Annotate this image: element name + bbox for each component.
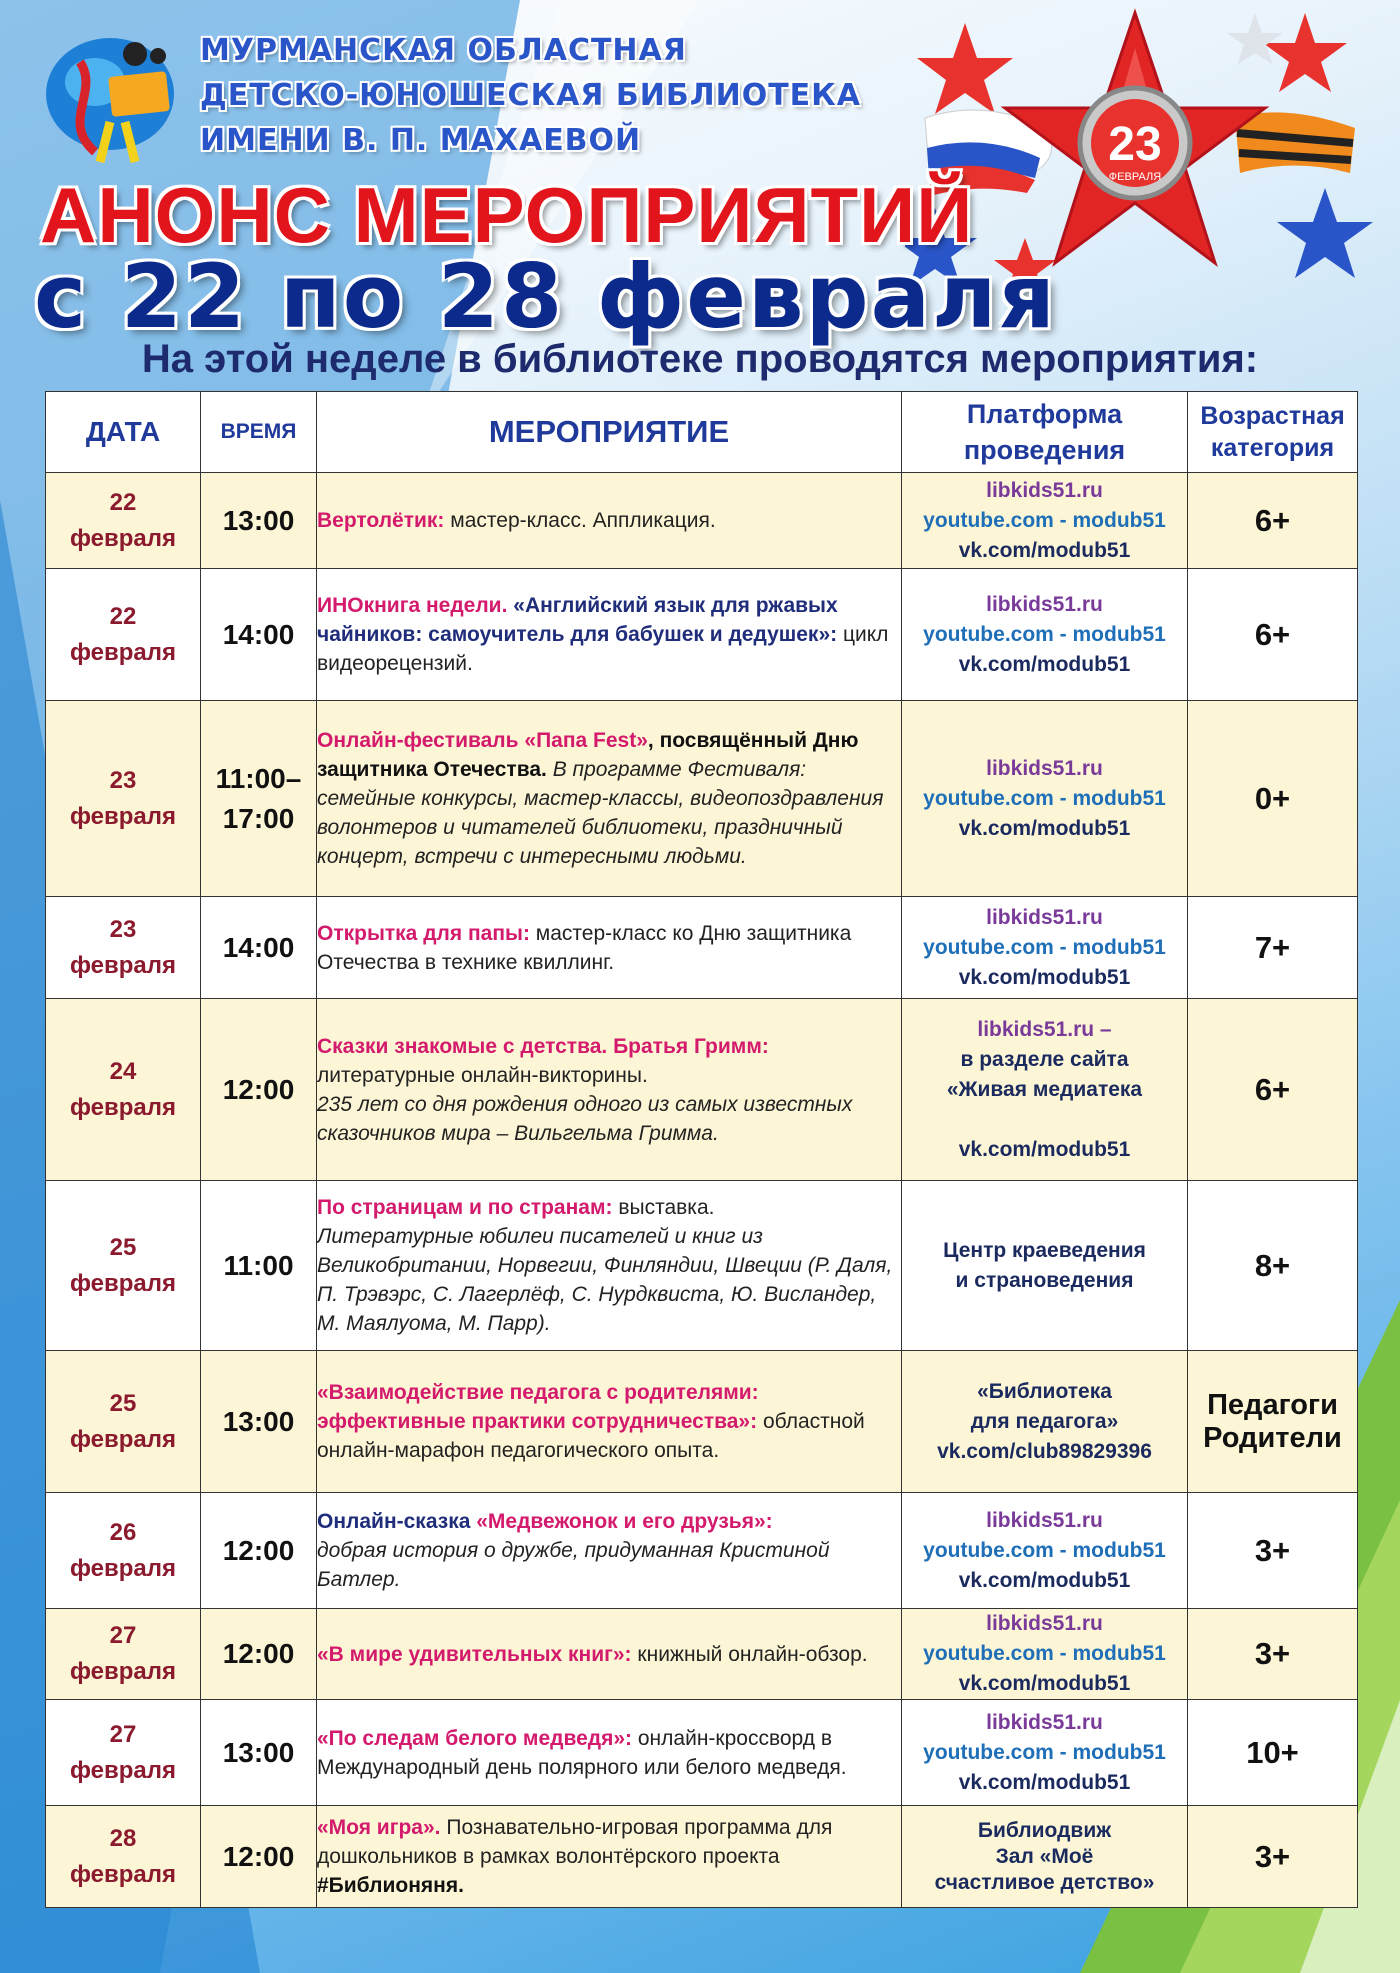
table-row <box>46 1806 1358 1908</box>
event-time: 11:00 <box>201 1181 317 1351</box>
age-category: 3+ <box>1188 1806 1358 1908</box>
age-category: 10+ <box>1188 1700 1358 1806</box>
event-date: 25 февраля <box>46 1351 201 1493</box>
table-row <box>46 897 1358 999</box>
table-row <box>46 473 1358 569</box>
event-time: 11:00–17:00 <box>201 701 317 897</box>
event-date: 27 февраля <box>46 1700 201 1806</box>
vk-link[interactable]: vk.com/modub51 <box>958 816 1131 840</box>
event-description: Онлайн-сказка «Медвежонок и его друзья»: добрая история о дружбе, придуманная Кристиной Батлер. <box>317 1493 902 1609</box>
libkids-link[interactable]: libkids51.ru <box>986 1508 1103 1532</box>
event-date: 22 февраля <box>46 569 201 701</box>
event-date: 26 февраля <box>46 1493 201 1609</box>
events-table <box>45 391 1358 1908</box>
libkids-link[interactable]: libkids51.ru <box>986 592 1103 616</box>
event-description: «В мире удивительных книг»: книжный онлайн-обзор. <box>317 1609 902 1700</box>
event-time: 13:00 <box>201 1700 317 1806</box>
event-time: 13:00 <box>201 473 317 569</box>
library-name-line-3: ИМЕНИ В. П. МАХАЕВОЙ <box>200 123 642 158</box>
event-date: 23 февраля <box>46 897 201 999</box>
event-description: По страницам и по странам: выставка. Литературные юбилеи писателей и книг из Великобритании, Норвегии, Финляндии, Швеции (Р. Даля, П. Трэвэрс, С. Лагерлёф, С. Нурдквиста, Ю. Висландер, М. Маялуома, М. Парр). <box>317 1181 902 1351</box>
age-category: 7+ <box>1188 897 1358 999</box>
event-time: 12:00 <box>201 1493 317 1609</box>
col-event: МЕРОПРИЯТИЕ <box>317 392 902 473</box>
table-header <box>46 392 1358 473</box>
col-platform: Платформа проведения <box>902 392 1188 473</box>
library-name-line-2: ДЕТСКО-ЮНОШЕСКАЯ БИБЛИОТЕКА <box>200 78 861 113</box>
table-row <box>46 701 1358 897</box>
event-time: 14:00 <box>201 897 317 999</box>
event-platform <box>902 1700 1188 1806</box>
library-logo <box>40 22 190 172</box>
vk-link[interactable]: vk.com/modub51 <box>958 965 1131 989</box>
event-platform: libkids51.ru – в разделе сайта «Живая медиатека vk.com/modub51 <box>902 999 1188 1181</box>
event-date: 24 февраля <box>46 999 201 1181</box>
table-row <box>46 1493 1358 1609</box>
youtube-link[interactable]: youtube.com - modub51 <box>923 786 1166 810</box>
libkids-link[interactable]: libkids51.ru <box>986 905 1103 929</box>
event-time: 13:00 <box>201 1351 317 1493</box>
event-description: Открытка для папы: мастер-класс ко Дню защитника Отечества в технике квиллинг. <box>317 897 902 999</box>
age-category: 3+ <box>1188 1609 1358 1700</box>
event-platform <box>902 473 1188 569</box>
libkids-link[interactable]: libkids51.ru <box>986 756 1103 780</box>
table-row <box>46 1609 1358 1700</box>
youtube-link[interactable]: youtube.com - modub51 <box>923 1740 1166 1764</box>
libkids-link[interactable]: libkids51.ru <box>986 478 1103 502</box>
library-name <box>200 28 861 163</box>
table-row <box>46 1181 1358 1351</box>
event-time: 12:00 <box>201 999 317 1181</box>
event-platform <box>902 701 1188 897</box>
event-time: 12:00 <box>201 1609 317 1700</box>
libkids-link[interactable]: libkids51.ru <box>986 1710 1103 1734</box>
vk-link[interactable]: vk.com/modub51 <box>958 1672 1131 1695</box>
age-category: 0+ <box>1188 701 1358 897</box>
announcement-title: АНОНС МЕРОПРИЯТИЙ <box>40 171 974 259</box>
event-description: Онлайн-фестиваль «Папа Fest», посвящённый Дню защитника Отечества. В программе Фестиваля: семейные конкурсы, мастер-классы, видеопоздравления волонтеров и читателей библиотеки, праздничный концерт, встречи с интересными людьми. <box>317 701 902 897</box>
vk-link[interactable]: vk.com/modub51 <box>958 1137 1131 1161</box>
emblem-month: ФЕВРАЛЯ <box>1108 171 1162 183</box>
event-description: «Взаимодействие педагога с родителями: эффективные практики сотрудничества»: областной онлайн-марафон педагогического опыта. <box>317 1351 902 1493</box>
event-platform: Центр краеведения и страноведения <box>902 1181 1188 1351</box>
table-row <box>46 1700 1358 1806</box>
age-category: 6+ <box>1188 569 1358 701</box>
event-date: 23 февраля <box>46 701 201 897</box>
age-category: 6+ <box>1188 473 1358 569</box>
library-name-line-1: МУРМАНСКАЯ ОБЛАСТНАЯ <box>200 33 687 68</box>
table-row <box>46 569 1358 701</box>
vk-link[interactable]: vk.com/modub51 <box>958 538 1131 562</box>
age-category: 8+ <box>1188 1181 1358 1351</box>
event-description: Сказки знакомые с детства. Братья Гримм: литературные онлайн-викторины. 235 лет со дня рождения одного из самых известных сказочников мира – Вильгельма Гримма. <box>317 999 902 1181</box>
event-time: 12:00 <box>201 1806 317 1908</box>
event-description: «Моя игра». Познавательно-игровая программа для дошкольников в рамках волонтёрского проекта #Библионяня. <box>317 1806 902 1908</box>
event-platform <box>902 1493 1188 1609</box>
event-description: Вертолётик: мастер-класс. Аппликация. <box>317 473 902 569</box>
youtube-link[interactable]: youtube.com - modub51 <box>923 508 1166 532</box>
vk-link[interactable]: vk.com/modub51 <box>958 1770 1131 1794</box>
col-age: Возрастная категория <box>1188 392 1358 473</box>
age-category: 3+ <box>1188 1493 1358 1609</box>
event-date: 25 февраля <box>46 1181 201 1351</box>
event-description: «По следам белого медведя»: онлайн-кроссворд в Международный день полярного или белого медведя. <box>317 1700 902 1806</box>
event-date: 22 февраля <box>46 473 201 569</box>
table-row <box>46 999 1358 1181</box>
event-platform: Библиодвиж Зал «Моё счастливое детство» <box>902 1806 1188 1908</box>
event-description: ИНОкнига недели. «Английский язык для ржавых чайников: самоучитель для бабушек и дедушек»: цикл видеорецензий. <box>317 569 902 701</box>
libkids-link[interactable]: libkids51.ru <box>986 1612 1103 1635</box>
vk-club-link[interactable]: vk.com/club89829396 <box>937 1439 1152 1463</box>
youtube-link[interactable]: youtube.com - modub51 <box>923 935 1166 959</box>
date-range-title: с 22 по 28 февраля <box>34 245 1057 348</box>
youtube-link[interactable]: youtube.com - modub51 <box>923 1538 1166 1562</box>
age-category: 6+ <box>1188 999 1358 1181</box>
table-row <box>46 1351 1358 1493</box>
event-platform <box>902 897 1188 999</box>
age-category: Педагоги Родители <box>1188 1351 1358 1493</box>
event-date: 27 февраля <box>46 1609 201 1700</box>
vk-link[interactable]: vk.com/modub51 <box>958 652 1131 676</box>
col-time: ВРЕМЯ <box>201 392 317 473</box>
event-date: 28 февраля <box>46 1806 201 1908</box>
youtube-link[interactable]: youtube.com - modub51 <box>923 622 1166 646</box>
event-time: 14:00 <box>201 569 317 701</box>
youtube-link[interactable]: youtube.com - modub51 <box>923 1642 1166 1665</box>
week-subtitle: На этой неделе в библиотеке проводятся мероприятия: <box>141 337 1259 381</box>
col-date: ДАТА <box>46 392 201 473</box>
emblem-number: 23 <box>1108 118 1162 171</box>
event-platform: «Библиотека для педагога» vk.com/club89829396 <box>902 1351 1188 1493</box>
event-platform <box>902 1609 1188 1700</box>
event-platform <box>902 569 1188 701</box>
vk-link[interactable]: vk.com/modub51 <box>958 1568 1131 1592</box>
